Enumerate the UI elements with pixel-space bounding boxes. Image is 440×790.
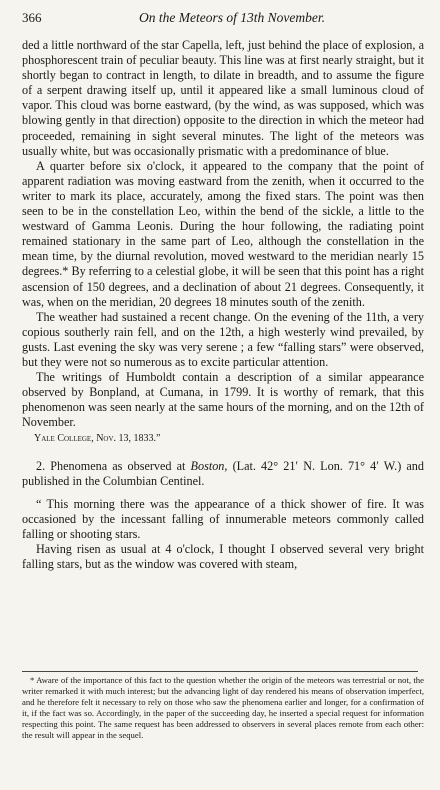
paragraph-shower-of-fire: “ This morning there was the appearance of a thick shower of fire. It was occasioned by the incessant falling of innumerable meteors commonly called falling or shooting stars. xyxy=(22,496,424,541)
section-heading xyxy=(22,459,424,489)
footnote-text: * Aware of the importance of this fact to the question whether the origin of the meteors was terrestrial or not, the writer remarked it with much interest; but the advancing light of day rendered his means of observation imperfect, and he therefore felt it necessary to rely on those who saw the phenomena earlier and longer, for a confirmation of it, if the fact was so. Accordingly, in the paper of the succeeding day, he inserted a special request for information respecting this point. The same request has been addressed to observers in several places remote from each other: the result will appear in the sequel. xyxy=(22,675,424,740)
paragraph-radiant-point: A quarter before six o'clock, it appeared to the company that the point of apparent radiation was moving eastward from the zenith, when it occurred to the writer to mark its place, accurately, among the fixed stars. The point was then seen to be in the constellation Leo, within the bend of the sickle, a little to the westward of Gamma Leonis. During the hour following, the radiating point remained stationary in the same part of Leo, although the constellation in the mean time, by the diurnal revolution, moved westward to the meridian nearly 15 degrees.* By referring to a celestial globe, it will be seen that this point has a right ascension of 150 degrees, and a declination of about 21 degrees. Consequently, it was, when on the meridian, 20 degrees 18 minutes south of the zenith. xyxy=(22,158,424,309)
signature-line: Yale College, Nov. 13, 1833.” xyxy=(34,433,161,445)
footnote xyxy=(22,675,424,741)
footnote-divider xyxy=(22,671,418,672)
paragraph-weather: The weather had sustained a recent change. On the evening of the 11th, a very copious southerly rain fell, and on the 12th, a high westerly wind prevailed, by gusts. Last evening the sky was very serene ; a few “falling stars” were observed, but they were not so numerous as to excite particular attention. xyxy=(22,309,424,369)
running-head xyxy=(22,10,424,32)
paragraph-having-risen: Having risen as usual at 4 o'clock, I thought I observed several very bright falling stars, but as the window was covered with steam, xyxy=(22,542,424,572)
section-heading-place: Boston, xyxy=(190,458,228,473)
body-text xyxy=(22,38,424,572)
section-heading-number: 2. Phenomena as observed at xyxy=(36,458,186,473)
page-number: 366 xyxy=(22,10,42,25)
section-heading-rest: (Lat. 42° 21′ N. Lon. 71° 4′ W.) and published in the Columbian Centinel. xyxy=(22,458,424,488)
running-title: On the Meteors of 13th November. xyxy=(139,10,325,25)
paragraph-capella-train: ded a little northward of the star Capella, left, just behind the place of explosion, a phosphorescent train of peculiar beauty. This line was at first nearly straight, but it shortly began to contract in length, to dilate in breadth, and to assume the figure of a serpent drawing itself up, until it appeared like a small luminous cloud of vapor. This cloud was borne eastward, (by the wind, as was supposed, which was blowing gently in that direction) opposite to the direction in which the meteor had proceeded, remaining in sight several minutes. The light of the meteors was usually white, but was occasionally prismatic with a predominance of blue. xyxy=(22,38,424,158)
paragraph-humboldt: The writings of Humboldt contain a description of a similar appearance observed by Bonpland, at Cumana, in 1799. It is worthy of remark, that this phenomenon was seen nearly at the same hours of the morning, and on the 12th of November. xyxy=(22,370,424,430)
